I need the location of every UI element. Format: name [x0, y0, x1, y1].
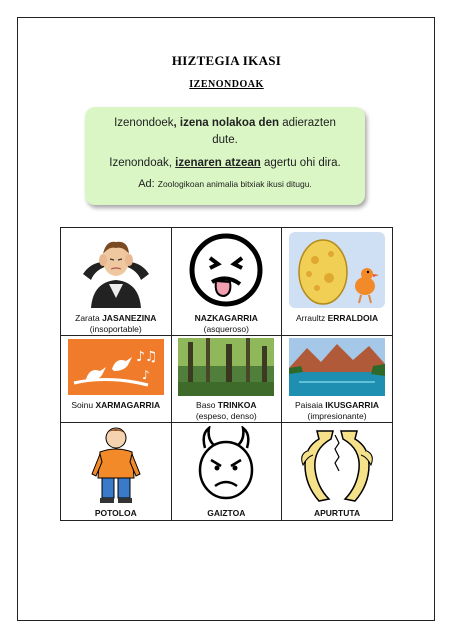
caption-adjective: TRINKOA — [217, 400, 257, 410]
vocab-caption — [61, 398, 171, 412]
caption-noun: Arraultz — [295, 313, 328, 323]
vocab-cell — [282, 228, 393, 336]
vocab-caption — [282, 311, 392, 335]
caption-adjective: XARMAGARRIA — [95, 400, 161, 410]
caption-gloss: (espeso, denso) — [195, 411, 257, 421]
caption-adjective: NAZKAGARRIA — [194, 313, 258, 323]
dense-forest-icon — [172, 336, 282, 398]
example-label: Ad: — [138, 178, 155, 190]
vocab-cell — [61, 423, 172, 521]
caption-noun: Soinu — [71, 400, 96, 410]
singing-birds-icon — [61, 336, 171, 398]
vocab-caption — [172, 398, 282, 422]
caption-noun: Baso — [196, 400, 218, 410]
caption-noun: Paisaia — [294, 400, 326, 410]
vocab-caption — [282, 506, 392, 520]
info-emphasis: , izena nolakoa den — [173, 117, 279, 129]
vocab-caption — [282, 398, 392, 422]
vocabulary-table — [60, 227, 393, 521]
giant-egg-chick-icon — [282, 228, 392, 311]
vocab-cell — [282, 423, 393, 521]
boy-covering-ears-icon — [61, 228, 171, 311]
svg-text:♪♫: ♪♫ — [135, 349, 158, 365]
example-text: Zoologikoan animalia bitxiak ikusi ditugu. — [157, 179, 312, 189]
devil-face-icon — [172, 423, 282, 506]
info-emphasis: izenaren atzean — [175, 157, 261, 169]
info-text: Izenondoak, — [109, 157, 176, 169]
caption-gloss: (impresionante) — [307, 411, 367, 421]
vocab-caption — [172, 506, 282, 520]
vocab-caption — [61, 311, 171, 335]
chubby-boy-icon — [61, 423, 171, 506]
page-subtitle: IZENONDOAK — [189, 79, 264, 90]
info-example — [85, 176, 365, 193]
vocab-cell — [282, 336, 393, 423]
caption-adjective: GAIZTOA — [207, 508, 246, 518]
vocab-caption — [172, 311, 282, 335]
mountain-lake-icon — [282, 336, 392, 398]
caption-noun: Zarata — [75, 313, 103, 323]
vocab-caption — [61, 506, 171, 520]
svg-text:♪: ♪ — [141, 368, 150, 382]
info-text: adierazten — [279, 117, 336, 129]
vocab-cell — [171, 228, 282, 336]
vocab-cell — [171, 336, 282, 423]
caption-adjective: ERRALDOIA — [327, 313, 379, 323]
vocab-cell — [61, 228, 172, 336]
caption-adjective: IKUSGARRIA — [325, 400, 380, 410]
info-text: Izenondoek — [114, 117, 174, 129]
caption-adjective: APURTUTA — [313, 508, 361, 518]
caption-adjective: JASANEZINA — [102, 313, 157, 323]
vocab-cell — [171, 423, 282, 521]
info-text: agertu ohi dira. — [260, 157, 341, 169]
caption-gloss: (insoportable) — [89, 324, 142, 334]
info-line-3 — [85, 155, 365, 172]
broken-vase-icon — [282, 423, 392, 506]
caption-gloss: (asqueroso) — [203, 324, 249, 334]
disgusted-face-icon — [172, 228, 282, 311]
vocab-cell — [61, 336, 172, 423]
info-box — [85, 107, 365, 205]
info-text: dute. — [212, 134, 238, 146]
page-title: HIZTEGIA IKASI — [171, 53, 282, 68]
caption-adjective: POTOLOA — [94, 508, 137, 518]
info-line-2 — [85, 132, 365, 149]
info-line-1 — [85, 115, 365, 132]
